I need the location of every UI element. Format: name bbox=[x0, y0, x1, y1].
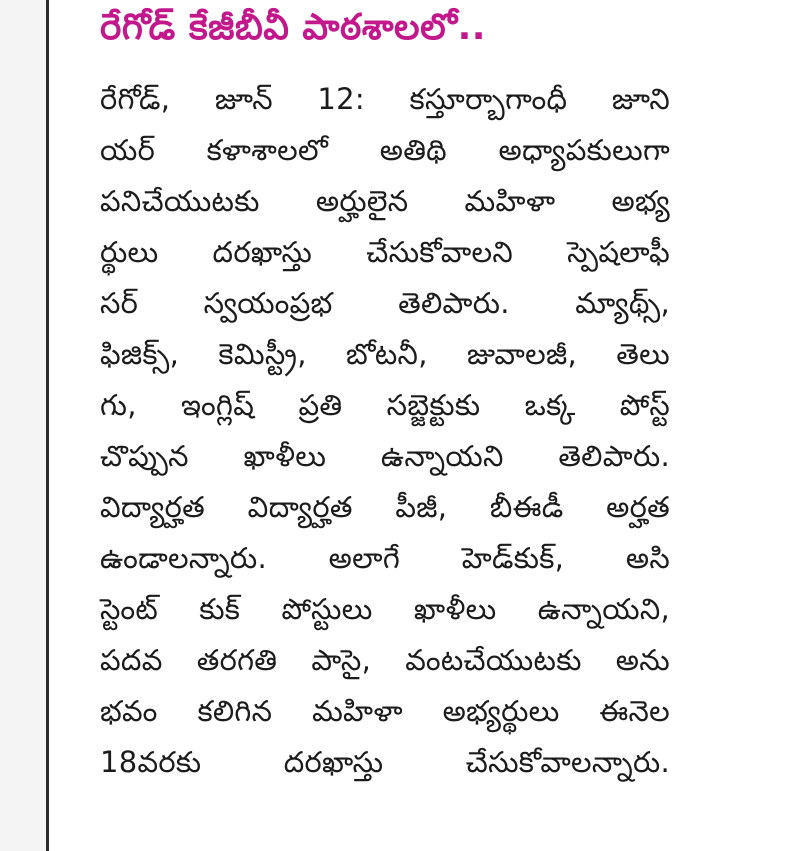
body-line: పదవ తరగతి పాసై, వంటచేయుటకు అను bbox=[100, 643, 670, 677]
body-line: చొప్పున ఖాళీలు ఉన్నాయని తెలిపారు. bbox=[100, 439, 670, 473]
body-line: యర్‌ కళాశాలలో అతిథి అధ్యాపకులుగా bbox=[100, 133, 670, 167]
news-article bbox=[100, 0, 670, 788]
body-line: సర్‌ స్వయంప్రభ తెలిపారు. మ్యాథ్స్‌, bbox=[100, 286, 670, 320]
body-line: భవం కలిగిన మహిళా అభ్యర్థులు ఈనెల bbox=[100, 694, 670, 728]
body-line: స్టెంట్‌ కుక్‌ పోస్టులు ఖాళీలు ఉన్నాయని, bbox=[100, 592, 670, 626]
article-headline: రేగోడ్‌ కేజీబీవీ పాఠశాలలో.. bbox=[100, 7, 486, 48]
body-line: పనిచేయుటకు అర్హులైన మహిళా అభ్య bbox=[100, 184, 670, 218]
left-margin-strip bbox=[0, 0, 46, 851]
body-line: గు, ఇంగ్లిష్‌ ప్రతి సబ్జెక్టుకు ఒక్క పోస్ట్‌ bbox=[100, 388, 670, 422]
body-line: ఫిజిక్స్‌, కెమిస్ట్రీ, బోటనీ, జువాలజీ, తెలు bbox=[100, 337, 670, 371]
body-line: ర్థులు దరఖాస్తు చేసుకోవాలని స్పెషలాఫీ bbox=[100, 235, 670, 269]
body-line: విద్యార్హత విద్యార్హత పీజీ, బీఈడీ అర్హత bbox=[100, 490, 670, 524]
body-line: ఉండాలన్నారు. అలాగే హెడ్‌కుక్‌, అసి bbox=[100, 541, 670, 575]
article-body bbox=[100, 74, 670, 788]
column-divider bbox=[46, 0, 49, 851]
body-line: 18వరకు దరఖాస్తు చేసుకోవాలన్నారు. bbox=[100, 745, 670, 779]
body-line: రేగోడ్‌, జూన్‌ 12: కస్తూర్బాగాంధీ జూని bbox=[100, 82, 670, 116]
